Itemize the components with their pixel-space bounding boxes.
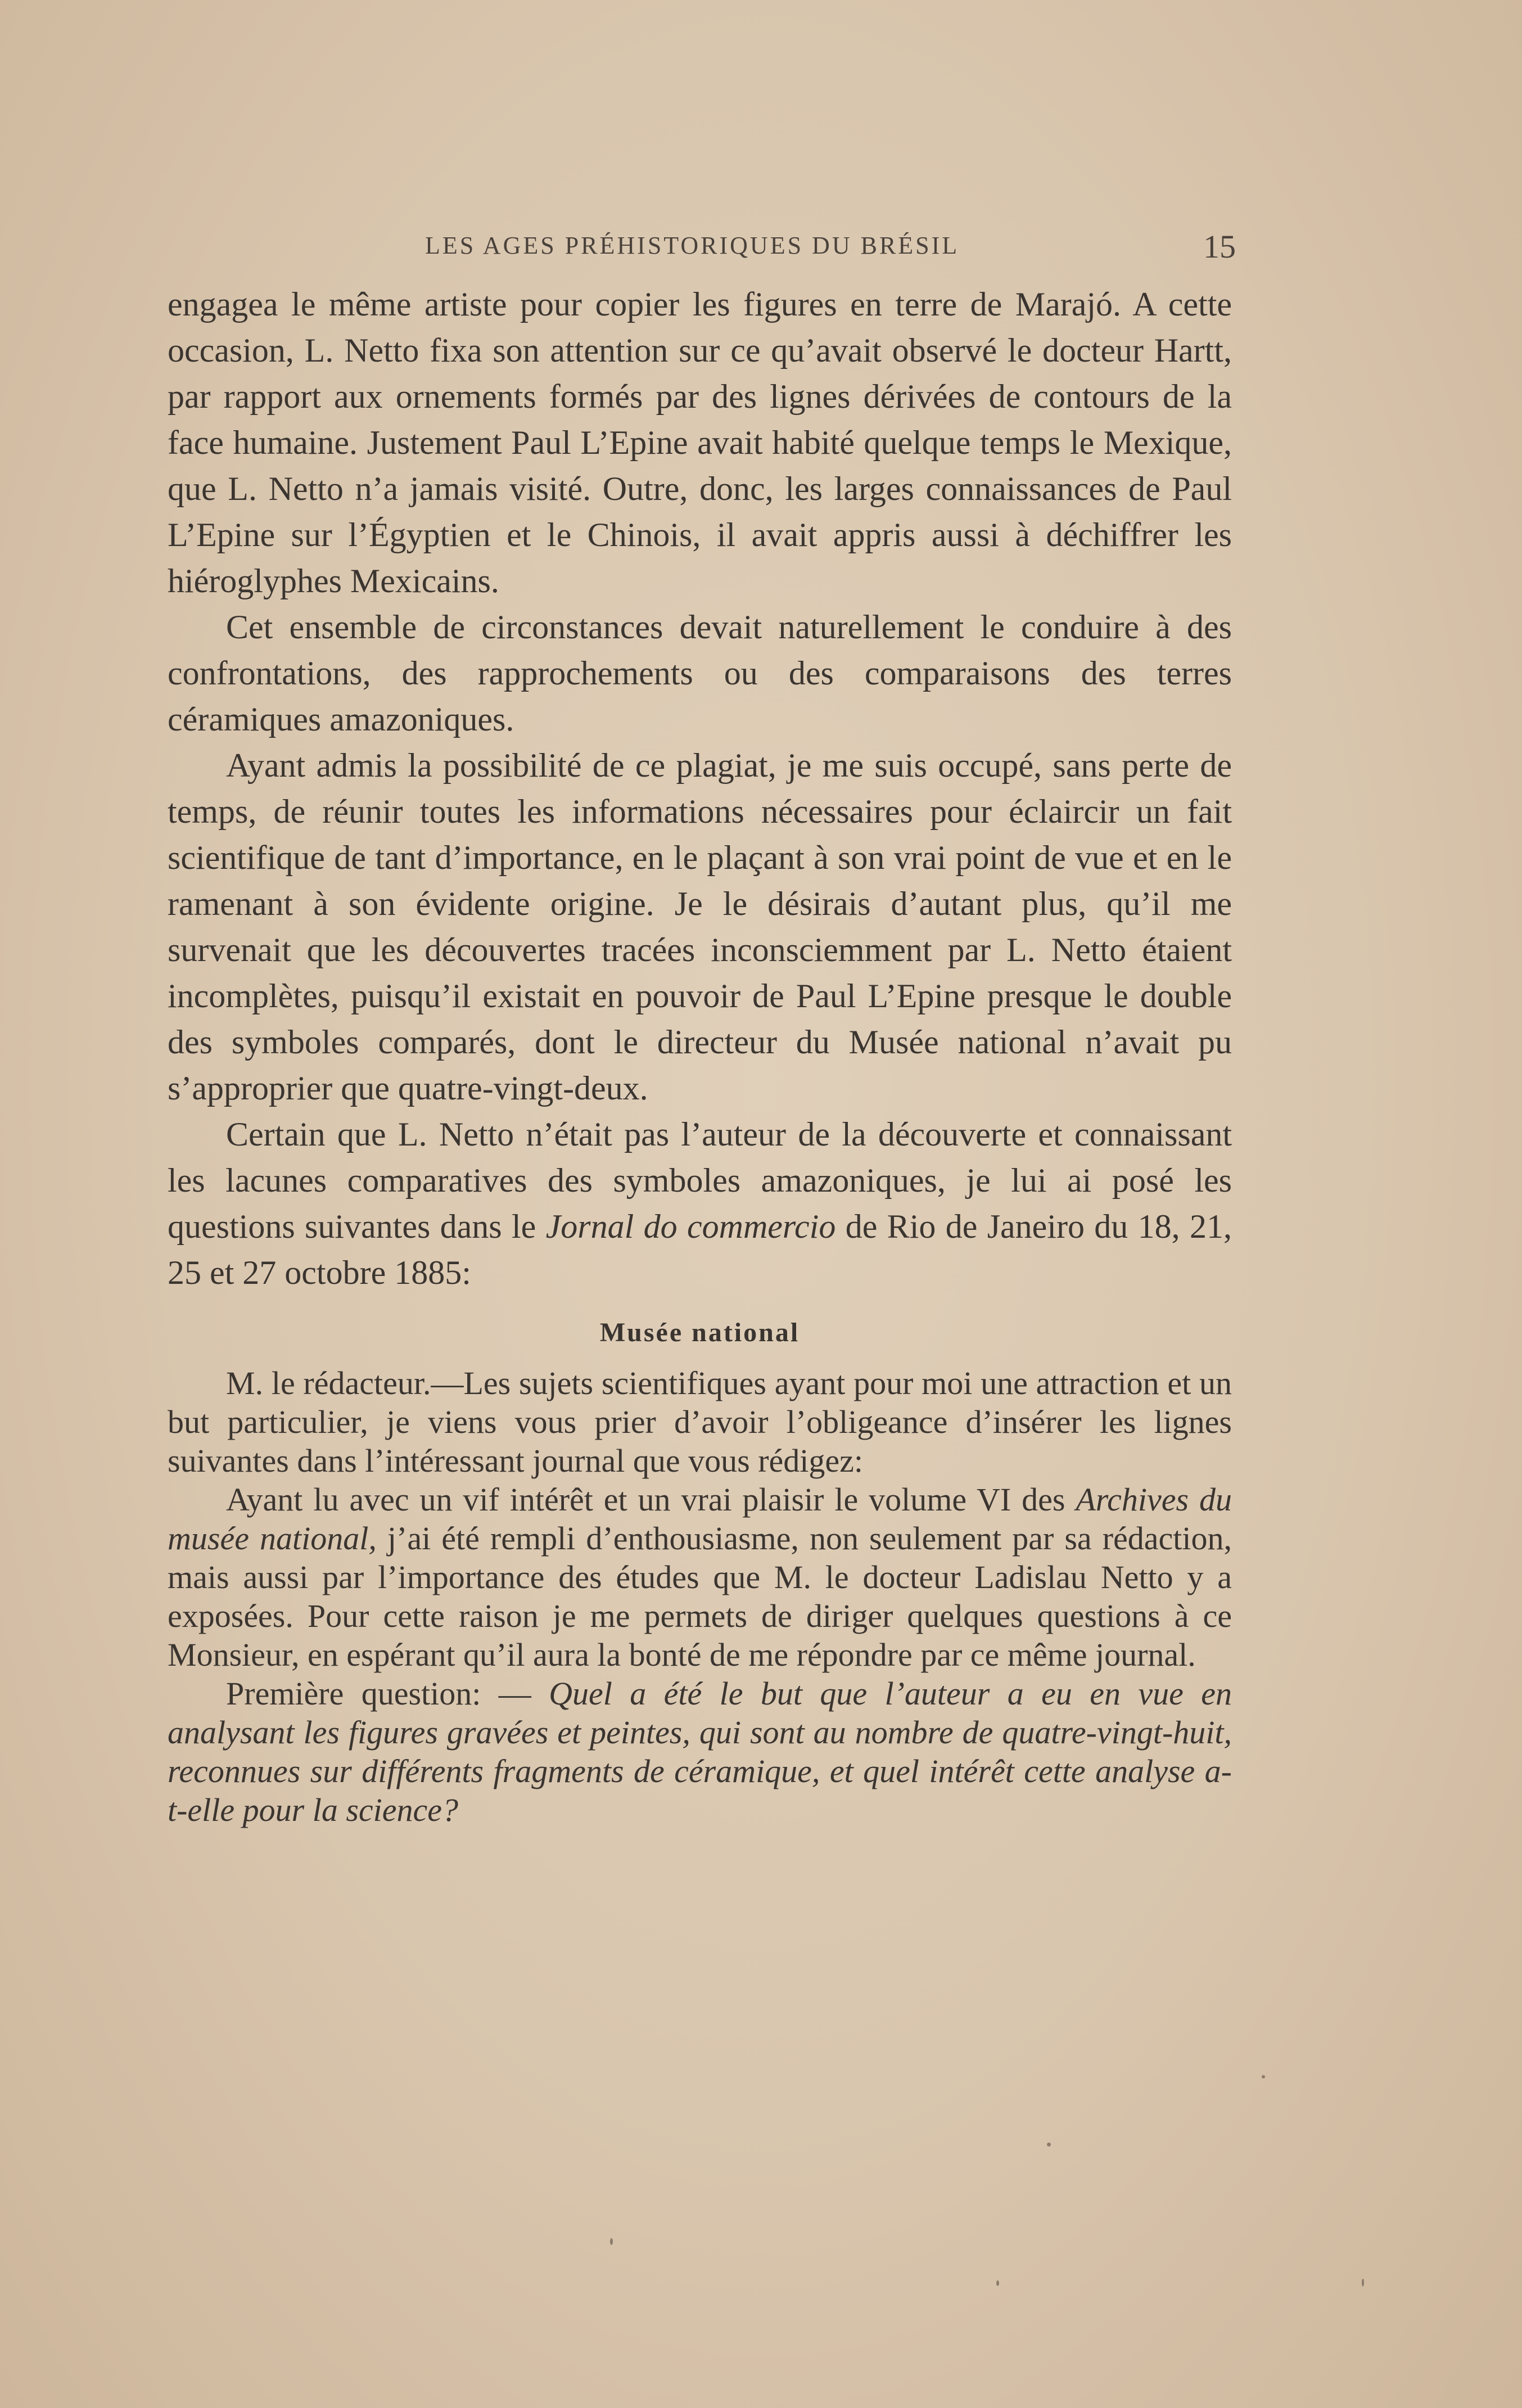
- letter-paragraph-2-start: Ayant lu avec un vif intérêt et un vrai plaisir le volume VI des: [226, 1481, 1076, 1518]
- paragraph-1: engagea le même artiste pour copier les figures en terre de Marajó. A cette occasion, L. Netto fixa son attention sur ce qu’avait observé le docteur Hartt, par rapport aux ornements formés par des lignes dérivées de contours de la face humaine. Justement Paul L’Epine avait habité quelque temps le Mexique, que L. Netto n’a jamais visité. Outre, donc, les larges connaissances de Paul L’Epine sur l’Égyptien et le Chinois, il avait appris aussi à déchiffrer les hiéroglyphes Mexicains.: [168, 286, 1232, 599]
- letter-paragraph-2-end: j’ai été rempli d’enthousiasme, non seulement par sa rédaction, mais aussi par l’importance des études que M. le docteur Ladislau Netto y a exposées. Pour cette raison je me permets de diriger quelques questions à ce Monsieur, en espérant qu’il aura la bonté de me répondre par ce même journal.: [168, 1520, 1232, 1673]
- first-question: [168, 1674, 1232, 1829]
- letter-paragraph-1: M. le rédacteur.—Les sujets scientifiques ayant pour moi une attraction et un but particulier, je viens vous prier d’avoir l’obligeance d’insérer les lignes suivantes dans l’intéressant journal que vous rédigez:: [168, 1365, 1232, 1479]
- paper-speck: [996, 2280, 999, 2286]
- paragraph-4-start: Certain que L. Netto n’était pas l’auteur de la découverte et connaissant les lacunes comparatives des symboles amazoniques, je lui ai posé les questions suivantes dans le: [168, 1116, 1232, 1245]
- paragraph-3: Ayant admis la possibilité de ce plagiat, je me suis occupé, sans perte de temps, de réunir toutes les informations nécessaires pour éclaircir un fait scientifique de tant d’importance, en le plaçant à son vrai point de vue et en le ramenant à son évidente origine. Je le désirais d’autant plus, qu’il me survenait que les découvertes tracées inconsciemment par L. Netto étaient incomplètes, puisqu’il existait en pouvoir de Paul L’Epine presque le double des symboles comparés, dont le directeur du Musée national n’avait pu s’approprier que quatre-vingt-deux.: [168, 747, 1232, 1107]
- running-head: LES AGES PRÉHISTORIQUES DU BRÉSIL: [425, 232, 960, 259]
- body-text: [168, 281, 1232, 1829]
- first-question-text: Quel a été le but que l’auteur a eu en vue en analysant les figures gravées et peintes, qui sont au nombre de quatre-vingt-huit, reconnues sur différents fragments de céramique, et quel intérêt cette analyse a-t-elle pour la science?: [168, 1675, 1232, 1828]
- letter: [168, 1364, 1232, 1829]
- paragraph-4-end: de Rio de Janeiro du 18, 21, 25 et 27 octobre 1885:: [168, 1208, 1232, 1291]
- journal-title: Jornal do commercio: [545, 1208, 836, 1245]
- section-title: Musée national: [599, 1318, 800, 1347]
- first-question-label: Première question: —: [226, 1675, 549, 1712]
- paragraph-4: [168, 1111, 1232, 1296]
- paper-speck: [610, 2238, 613, 2245]
- page-number: 15: [1203, 228, 1236, 265]
- page-header: [168, 228, 1236, 267]
- archives-title: Archives du musée national,: [168, 1481, 1232, 1557]
- paper-speck: [1047, 2143, 1051, 2147]
- letter-paragraph-2: [168, 1480, 1232, 1674]
- paper-speck: [1262, 2075, 1265, 2078]
- paragraph-2: Cet ensemble de circonstances devait naturellement le conduire à des confrontations, des rapprochements ou des comparaisons des terres céramiques amazoniques.: [168, 608, 1232, 738]
- paper-speck: [1362, 2279, 1364, 2287]
